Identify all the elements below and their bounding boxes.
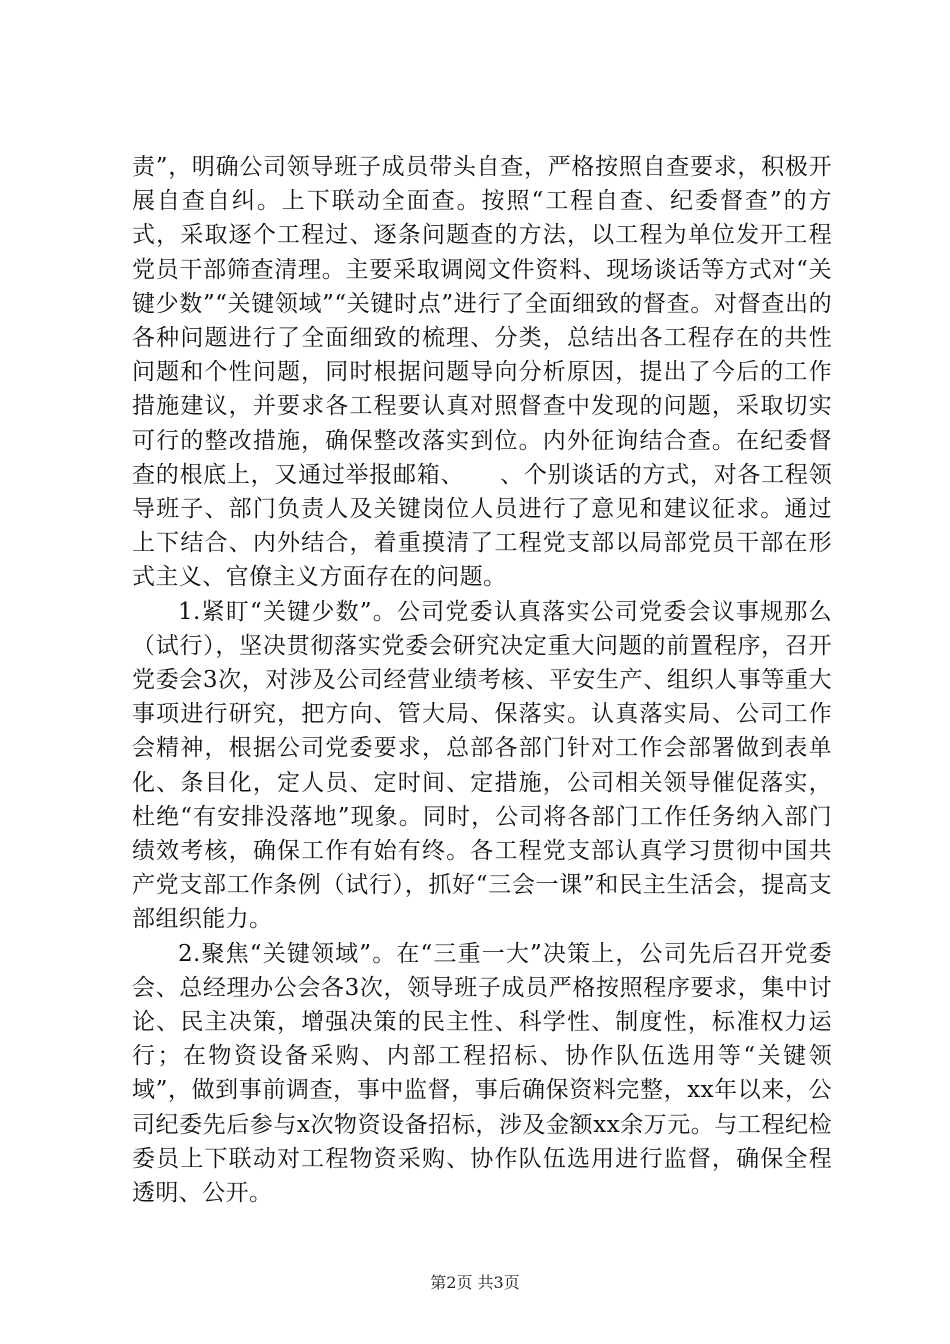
document-body (132, 150, 832, 1210)
paragraph-key-areas: 2.聚焦“关键领域”。在“三重一大”决策上，公司先后召开党委会、总经理办公会各3次，领导班子成员严格按照程序要求，集中讨论、民主决策，增强决策的民主性、科学性、制度性，标准权力运行；在物资设备采购、内部工程招标、协作队伍选用等“关键领域”，做到事前调查，事中监督，事后确保资料完整，xx年以来，公司纪委先后参与x次物资设备招标，涉及金额xx余万元。与工程纪检委员上下联动对工程物资采购、协作队伍选用进行监督，确保全程透明、公开。 (132, 940, 832, 1207)
page-footer: 第2页 共3页 (430, 1273, 520, 1292)
paragraph-key-minority: 1.紧盯“关键少数”。公司党委认真落实公司党委会议事规那么（试行），坚决贯彻落实党委会研究决定重大问题的前置程序，召开党委会3次，对涉及公司经营业绩考核、平安生产、组织人事等重大事项进行研究，把方向、管大局、保落实。认真落实局、公司工作会精神，根据公司党委要求，总部各部门针对工作会部署做到表单化、条目化，定人员、定时间、定措施，公司相关领导催促落实，杜绝“有安排没落地”现象。同时，公司将各部门工作任务纳入部门绩效考核，确保工作有始有终。各工程党支部认真学习贯彻中国共产党支部工作条例（试行），抓好“三会一课”和民主生活会，提高支部组织能力。 (132, 598, 832, 933)
paragraph-continuation: 责”，明确公司领导班子成员带头自查，严格按照自查要求，积极开展自查自纠。上下联动全面查。按照“工程自查、纪委督查”的方式，采取逐个工程过、逐条问题查的方法，以工程为单位发开工程党员干部筛查清理。主要采取调阅文件资料、现场谈话等方式对“关键少数”“关键领域”“关键时点”进行了全面细致的督查。对督查出的各种问题进行了全面细致的梳理、分类，总结出各工程存在的共性问题和个性问题，同时根据问题导向分析原因，提出了今后的工作措施建议，并要求各工程要认真对照督查中发现的问题，采取切实可行的整改措施，确保整改落实到位。内外征询结合查。在纪委督查的根底上，又通过举报邮箱、 、个别谈话的方式，对各工程领导班子、部门负责人及关键岗位人员进行了意见和建议征求。通过上下结合、内外结合，着重摸清了工程党支部以局部党员干部在形式主义、官僚主义方面存在的问题。 (132, 154, 832, 591)
